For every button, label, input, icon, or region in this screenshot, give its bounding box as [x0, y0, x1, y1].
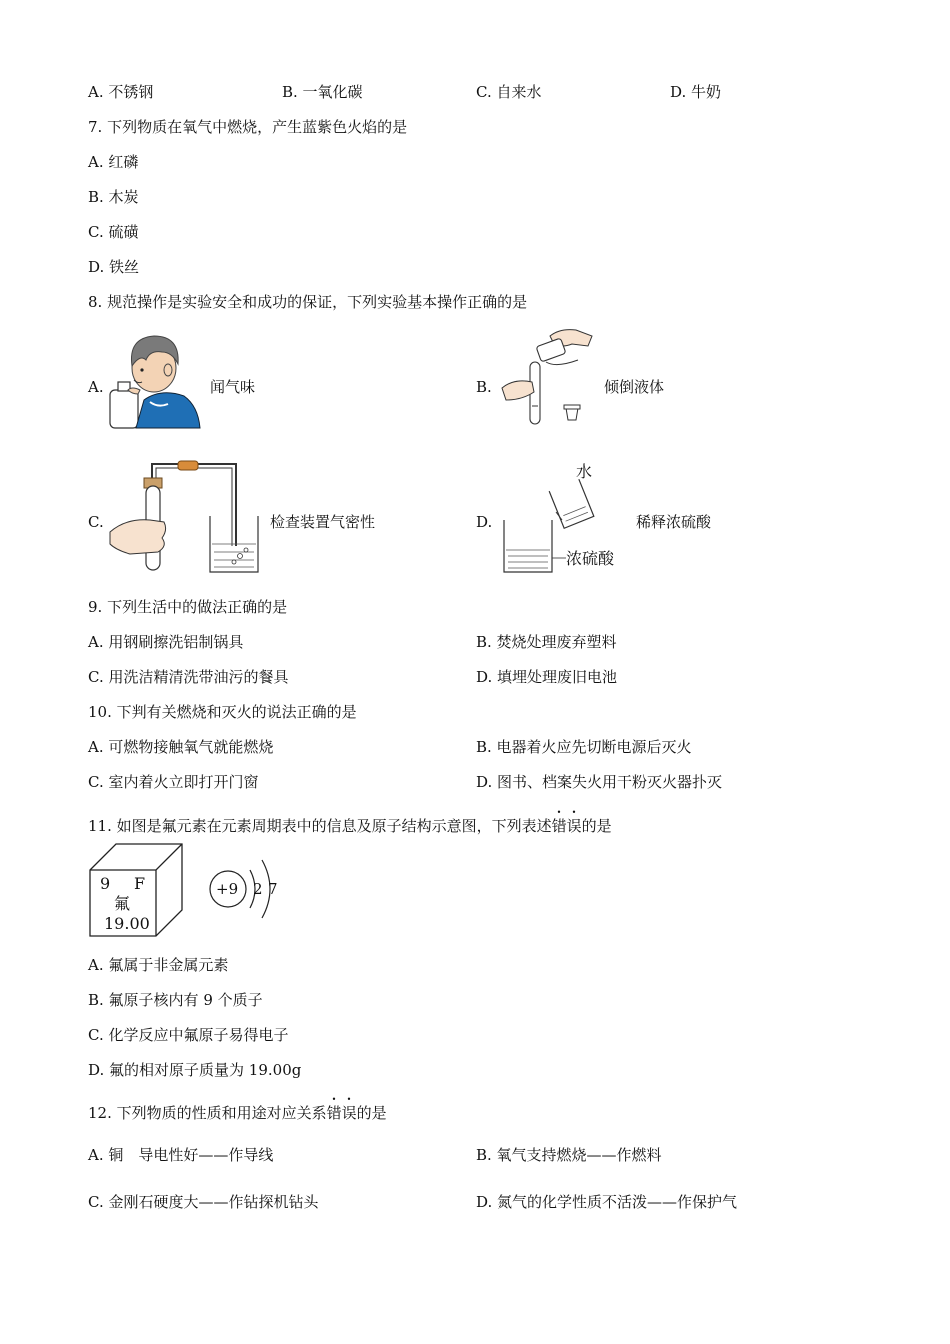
q6-option-a: A. 不锈钢	[88, 83, 154, 101]
q7-option-d: D. 铁丝	[88, 258, 140, 276]
element-name: 氟	[114, 894, 131, 913]
q12-stem-emphasis: 错误	[326, 1104, 357, 1122]
q10-option-a: A. 可燃物接触氧气就能燃烧	[88, 738, 274, 756]
smell-illustration	[106, 330, 202, 430]
q7-option-c: C. 硫磺	[88, 223, 139, 241]
q11-stem-tail: 的是	[581, 817, 612, 835]
q11-stem-emphasis: 错误	[551, 817, 582, 835]
q8-option-c-letter: C.	[88, 513, 104, 531]
q8-stem: 8. 规范操作是实验安全和成功的保证，下列实验基本操作正确的是	[88, 293, 528, 311]
pour-liquid-illustration	[496, 326, 600, 432]
q9-option-d: D. 填埋处理废旧电池	[476, 668, 618, 686]
q7-option-a: A. 红磷	[88, 153, 139, 171]
q8-option-d-label-acid: 浓硫酸	[566, 549, 615, 568]
q10-option-b: B. 电器着火应先切断电源后灭火	[476, 738, 692, 756]
q11-option-b: B. 氟原子核内有 9 个质子	[88, 991, 263, 1009]
q8-option-d-caption: 稀释浓硫酸	[636, 513, 712, 531]
q9-option-a: A. 用钢刷擦洗铝制锅具	[88, 633, 244, 651]
q7-stem: 7. 下列物质在氧气中燃烧，产生蓝紫色火焰的是	[88, 118, 408, 136]
q8-option-a-letter: A.	[88, 378, 104, 396]
q8-option-d-letter: D.	[476, 513, 493, 531]
q11-option-d: D. 氟的相对原子质量为 19.00g	[88, 1061, 302, 1079]
q11-stem	[88, 808, 612, 836]
airtightness-illustration	[106, 458, 266, 576]
q10-option-d: D. 图书、档案失火用干粉灭火器扑灭	[476, 773, 723, 791]
q6-option-c: C. 自来水	[476, 83, 542, 101]
q10-option-c: C. 室内着火立即打开门窗	[88, 773, 259, 791]
q11-option-a: A. 氟属于非金属元素	[88, 956, 229, 974]
element-atomic-mass: 19.00	[104, 914, 150, 933]
q8-option-b-letter: B.	[476, 378, 492, 396]
q12-option-b: B. 氧气支持燃烧——作燃料	[476, 1146, 662, 1164]
q12-option-d: D. 氮气的化学性质不活泼——作保护气	[476, 1193, 738, 1211]
element-symbol: F	[134, 874, 146, 893]
q8-option-b-caption: 倾倒液体	[604, 378, 665, 396]
q6-option-d: D. 牛奶	[670, 83, 722, 101]
atomic-structure-diagram	[206, 852, 282, 928]
element-atomic-number: 9	[100, 874, 111, 893]
q8-option-c-caption: 检查装置气密性	[270, 513, 376, 531]
q9-stem: 9. 下列生活中的做法正确的是	[88, 598, 288, 616]
q9-option-c: C. 用洗洁精清洗带油污的餐具	[88, 668, 289, 686]
q6-option-b: B. 一氧化碳	[282, 83, 363, 101]
q12-stem-tail: 的是	[356, 1104, 387, 1122]
q8-option-d-label-water: 水	[576, 462, 593, 481]
q12-stem-text: 12. 下列物质的性质和用途对应关系	[88, 1104, 327, 1122]
nucleus-charge: +9	[216, 880, 239, 898]
q7-option-b: B. 木炭	[88, 188, 139, 206]
q12-stem	[88, 1095, 387, 1123]
q8-option-a-caption: 闻气味	[210, 378, 256, 396]
q12-option-c: C. 金刚石硬度大——作钻探机钻头	[88, 1193, 319, 1211]
q10-stem: 10. 下判有关燃烧和灭火的说法正确的是	[88, 703, 357, 721]
q11-option-c: C. 化学反应中氟原子易得电子	[88, 1026, 289, 1044]
q11-stem-text: 11. 如图是氟元素在元素周期表中的信息及原子结构示意图，下列表述	[88, 817, 552, 835]
q12-option-a: A. 铜 导电性好——作导线	[88, 1146, 274, 1164]
shell-1-electrons: 2	[253, 880, 263, 898]
shell-2-electrons: 7	[268, 880, 278, 898]
q9-option-b: B. 焚烧处理废弃塑料	[476, 633, 617, 651]
fluorine-element-cell	[88, 842, 184, 938]
